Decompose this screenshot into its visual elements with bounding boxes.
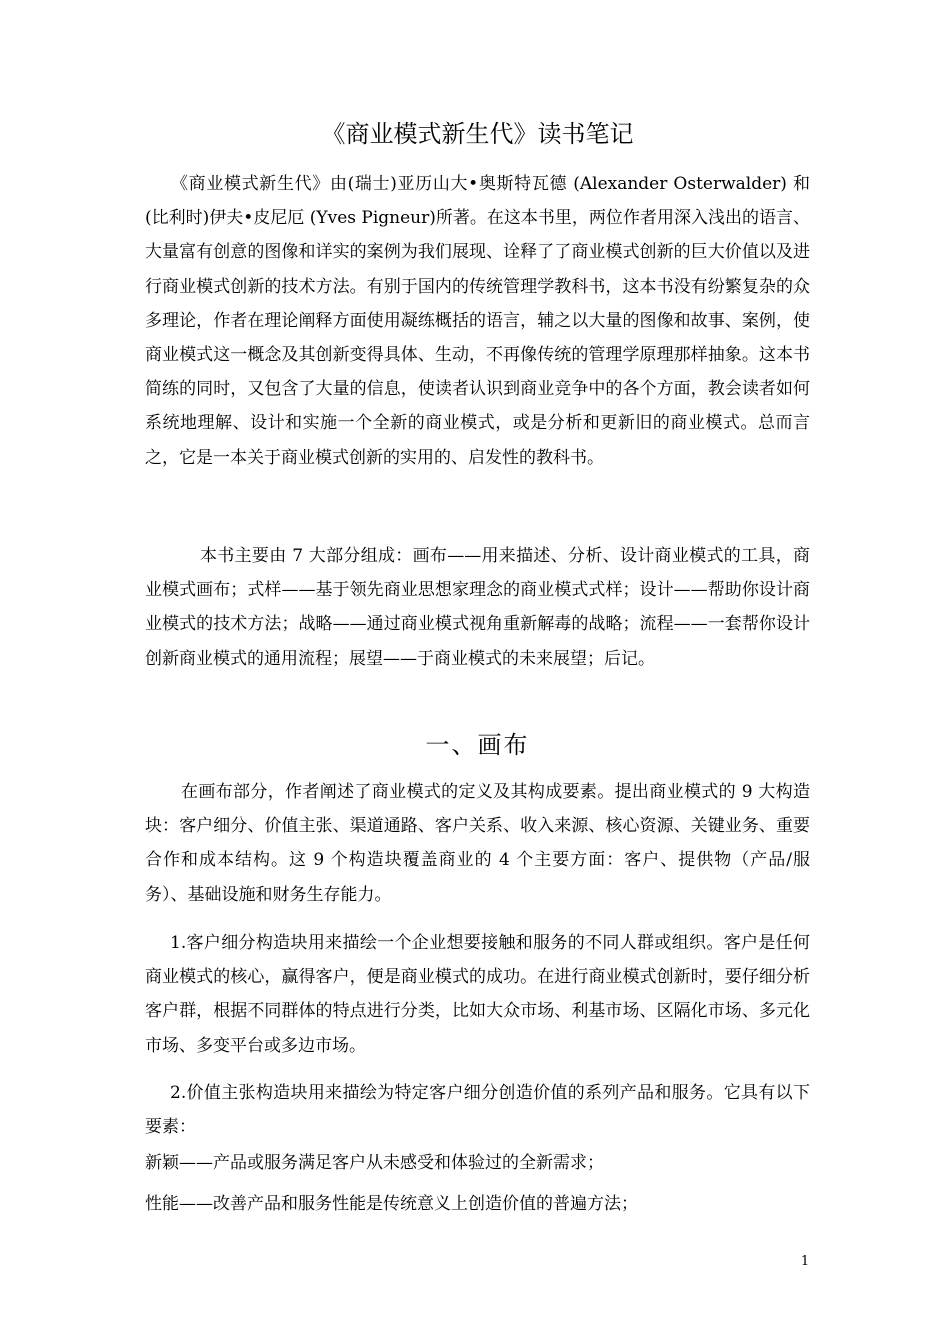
intro-paragraph: 《商业模式新生代》由(瑞士)亚历山大•奥斯特瓦德 (Alexander Osterwalder) 和 (比利时)伊夫•皮尼厄 (Yves Pigneur)所著。在这本书里，两位作者用深入浅出的语言、大量富有创意的图像和详实的案例为我们展现、诠释了了商业模式创新的巨大价值以及进行商业模式创新的技术方法。有别于国内的传统管理学教科书，这本书没有纷繁复杂的众多理论，作者在理论阐释方面使用凝练概括的语言，辅之以大量的图像和故事、案例，使商业模式这一概念及其创新变得具体、生动，不再像传统的管理学原理那样抽象。这本书简练的同时，又包含了大量的信息，使读者认识到商业竞争中的各个方面，教会读者如何系统地理解、设计和实施一个全新的商业模式，或是分析和更新旧的商业模式。总而言之，它是一本关于商业模式创新的实用的、启发性的教科书。 (145, 174, 810, 468)
value-proposition-paragraph: 2.价值主张构造块用来描绘为特定客户细分创造价值的系列产品和服务。它具有以下要素： (145, 1083, 810, 1138)
document-title: 《商业模式新生代》读书笔记 (321, 120, 634, 148)
customer-segment-paragraph: 1.客户细分构造块用来描绘一个企业想要接触和服务的不同人群或组织。客户是任何商业模式的核心，赢得客户，便是商业模式的成功。在进行商业模式创新时，要仔细分析客户群，根据不同群体的特点进行分类，比如大众市场、利基市场、区隔化市场、多元化市场、多变平台或多边市场。 (145, 933, 810, 1056)
novelty-line: 新颖——产品或服务满足客户从未感受和体验过的全新需求； (145, 1153, 604, 1173)
book-structure-paragraph: 本书主要由 7 大部分组成：画布——用来描述、分析、设计商业模式的工具，商业模式画布；式样——基于领先商业思想家理念的商业模式式样；设计——帮助你设计商业模式的技术方法；战略——通过商业模式视角重新解毒的战略；流程——一套帮你设计创新商业模式的通用流程；展望——于商业模式的未来展望；后记。 (145, 546, 810, 669)
canvas-paragraph: 在画布部分，作者阐述了商业模式的定义及其构成要素。提出商业模式的 9 大构造块：客户细分、价值主张、渠道通路、客户关系、收入来源、核心资源、关键业务、重要合作和成本结构。这 9 个构造块覆盖商业的 4 个主要方面：客户、提供物（产品/服务）、基础设施和财务生存能力。 (145, 782, 810, 905)
section-heading: 一、画布 (425, 731, 530, 759)
performance-line: 性能——改善产品和服务性能是传统意义上创造价值的普遍方法； (145, 1194, 638, 1214)
page-number: 1 (800, 1254, 810, 1269)
